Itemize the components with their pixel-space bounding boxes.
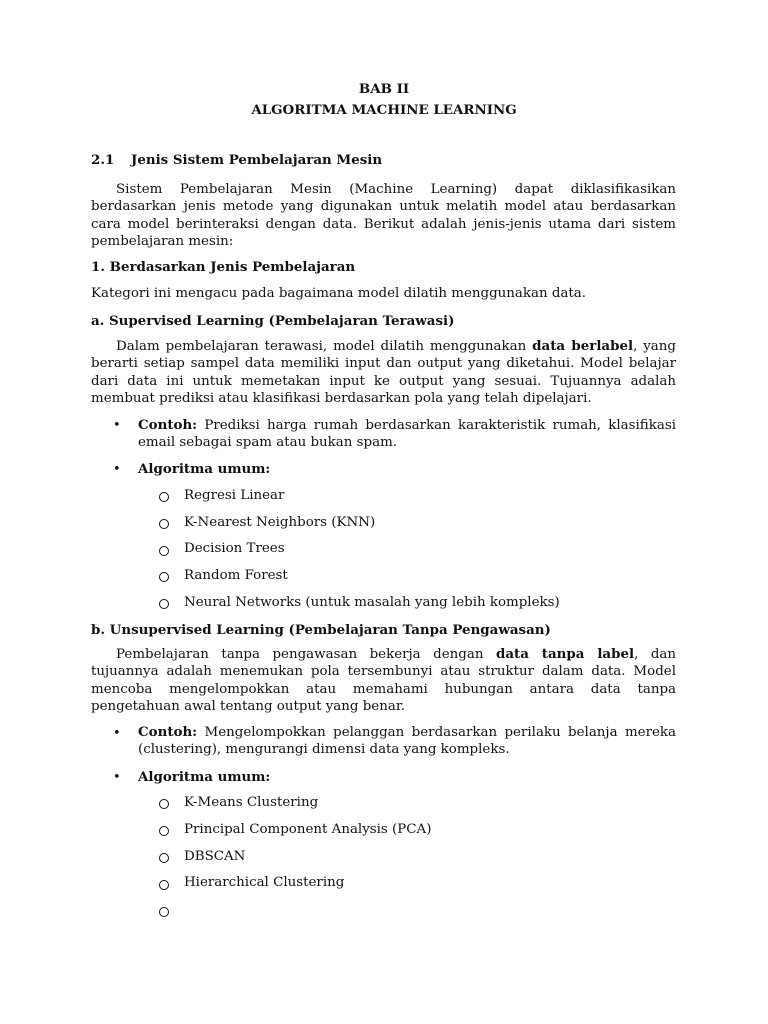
- circle-bullet-icon: [159, 907, 169, 917]
- bullet-icon: •: [113, 462, 121, 477]
- intro-paragraph: Sistem Pembelajaran Mesin (Machine Learning) dapat diklasifikasikan berdasarkan jenis metode yang digunakan untuk melatih model atau berdasarkan cara model berinteraksi dengan data. Berikut adalah jenis-jenis utama dari sistem pembelajaran mesin:: [91, 182, 676, 250]
- section-title: Jenis Sistem Pembelajaran Mesin: [131, 152, 383, 168]
- unsupervised-para-text: Pembelajaran tanpa pengawasan bekerja dengan: [116, 647, 496, 662]
- unsupervised-example: [138, 724, 676, 759]
- chapter-number: BAB II: [358, 81, 410, 97]
- circle-bullet-icon: [159, 599, 169, 609]
- list-item: Hierarchical Clustering: [184, 875, 345, 890]
- supervised-paragraph: [91, 338, 676, 408]
- list-item: Regresi Linear: [184, 488, 285, 503]
- bullet-icon: •: [113, 726, 121, 741]
- list-item: Random Forest: [184, 568, 288, 583]
- circle-bullet-icon: [159, 519, 169, 529]
- chapter-title: ALGORITMA MACHINE LEARNING: [251, 102, 517, 118]
- unsupervised-algorithms-label: Algoritma umum:: [138, 769, 271, 785]
- unsupervised-para-text-rest: , dan tujuannya adalah menemukan pola tersembunyi atau struktur dalam data. Model mencoba mengelompokkan atau memahami hubungan antara data tanpa pengetahuan awal tentang output yang benar.: [91, 647, 676, 715]
- supervised-example: [138, 417, 676, 452]
- supervised-para-text: Dalam pembelajaran terawasi, model dilatih menggunakan: [116, 339, 533, 354]
- example-text: Prediksi harga rumah berdasarkan karakteristik rumah, klasifikasi email sebagai spam atau bukan spam.: [138, 418, 676, 451]
- circle-bullet-icon: [159, 572, 169, 582]
- unsupervised-paragraph: [91, 646, 676, 716]
- section-number: 2.1: [91, 152, 115, 168]
- list-item: DBSCAN: [184, 849, 246, 864]
- circle-bullet-icon: [159, 546, 169, 556]
- bullet-icon: •: [113, 770, 121, 785]
- bullet-icon: •: [113, 418, 121, 433]
- list-item: Neural Networks (untuk masalah yang lebih kompleks): [184, 595, 560, 610]
- list-item: Decision Trees: [184, 541, 285, 556]
- unsupervised-para-bold: data tanpa label: [495, 646, 635, 662]
- list-item: Principal Component Analysis (PCA): [184, 822, 432, 837]
- list-item: K-Means Clustering: [184, 795, 319, 810]
- supervised-para-bold: data berlabel: [532, 338, 634, 354]
- circle-bullet-icon: [159, 826, 169, 836]
- section-heading: [91, 152, 382, 168]
- unsupervised-heading: b. Unsupervised Learning (Pembelajaran Tanpa Pengawasan): [91, 622, 551, 638]
- supervised-para-text-rest: , yang berarti setiap sampel data memiliki input dan output yang diketahui. Model belajar dari data ini untuk memetakan input ke output yang sesuai. Tujuannya adalah membuat prediksi atau klasifikasi berdasarkan pola yang telah dipelajari.: [91, 339, 676, 407]
- heading-learning-type: 1. Berdasarkan Jenis Pembelajaran: [91, 259, 356, 275]
- circle-bullet-icon: [159, 492, 169, 502]
- supervised-heading: a. Supervised Learning (Pembelajaran Terawasi): [91, 313, 455, 329]
- example-label: Contoh:: [138, 417, 198, 433]
- heading-learning-type-desc: Kategori ini mengacu pada bagaimana model dilatih menggunakan data.: [91, 286, 587, 301]
- example-label: Contoh:: [138, 724, 198, 740]
- circle-bullet-icon: [159, 880, 169, 890]
- list-item: K-Nearest Neighbors (KNN): [184, 515, 376, 530]
- circle-bullet-icon: [159, 853, 169, 863]
- supervised-algorithms-label: Algoritma umum:: [138, 461, 271, 477]
- circle-bullet-icon: [159, 799, 169, 809]
- example-text: Mengelompokkan pelanggan berdasarkan perilaku belanja mereka (clustering), mengurangi dimensi data yang kompleks.: [138, 725, 676, 758]
